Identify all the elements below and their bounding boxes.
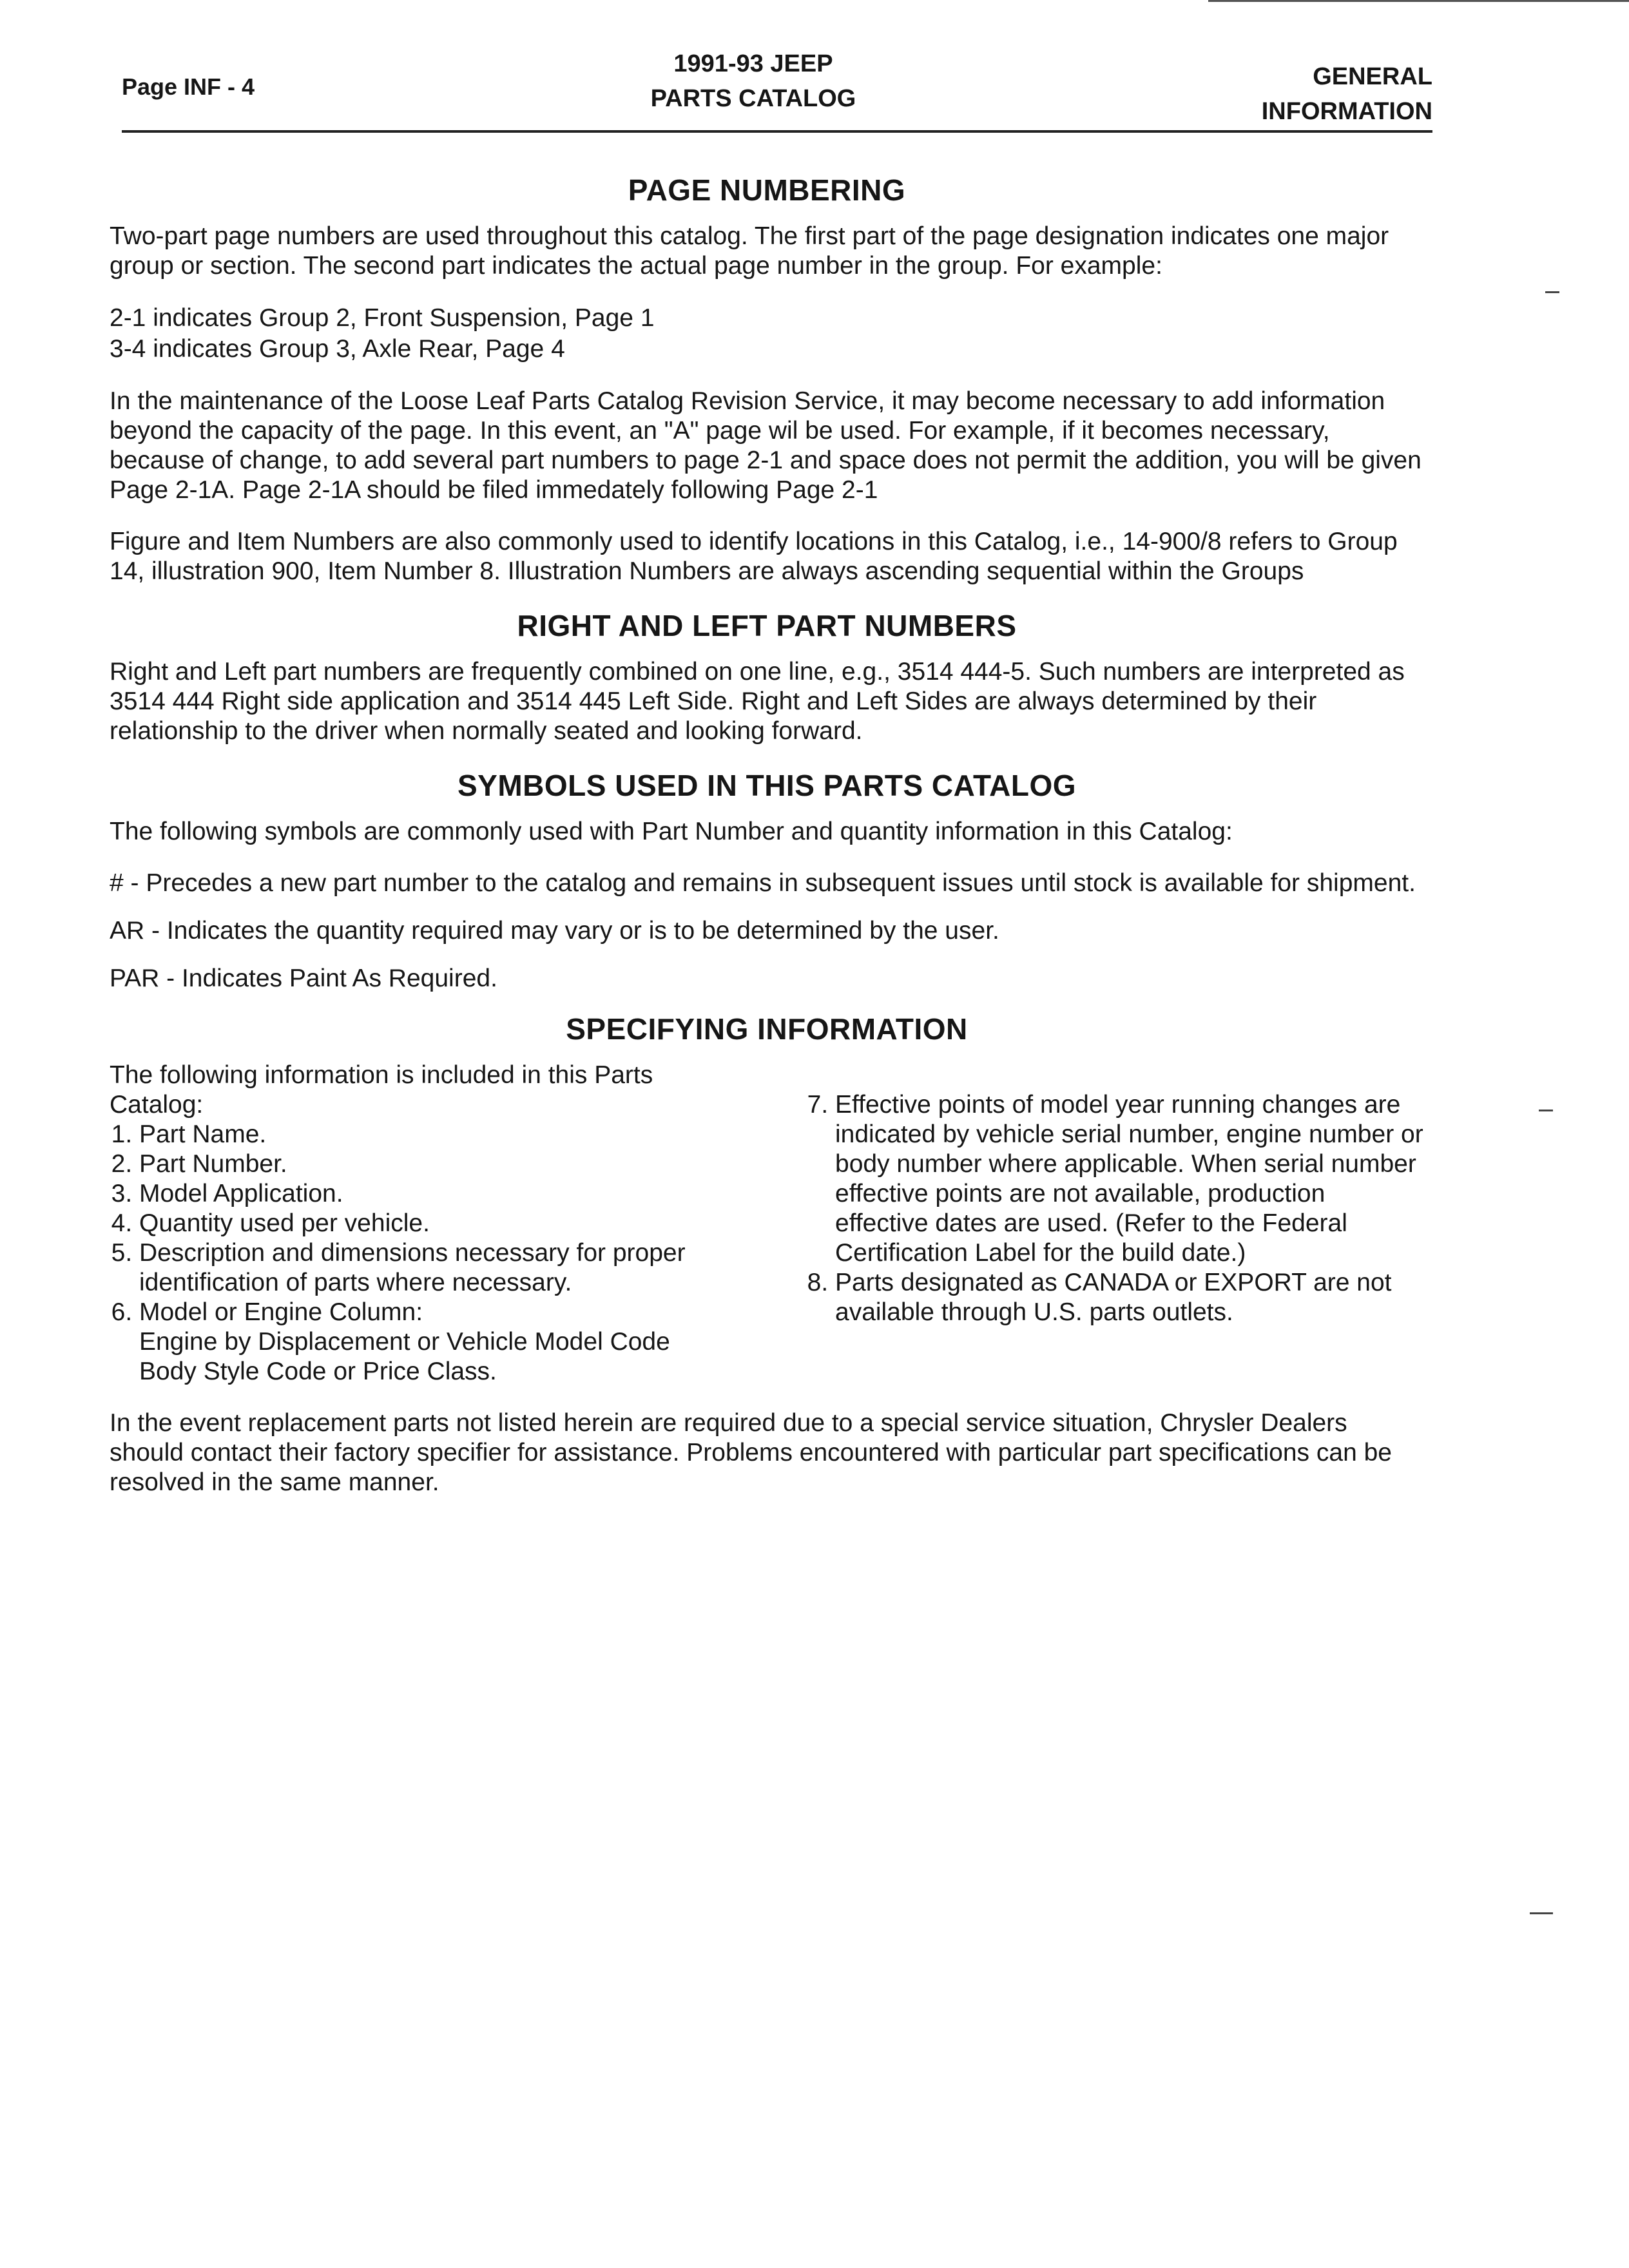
catalog-title-line1: 1991-93 JEEP <box>673 50 833 77</box>
page-body <box>110 161 1424 1519</box>
symbols-heading: SYMBOLS USED IN THIS PARTS CATALOG <box>457 769 1077 802</box>
specifying-heading: SPECIFYING INFORMATION <box>566 1012 968 1046</box>
top-edge-rule <box>1208 0 1629 2</box>
page-header <box>122 40 1432 137</box>
example-line: 2-1 indicates Group 2, Front Suspension, Page 1 <box>110 304 655 332</box>
right-left-heading: RIGHT AND LEFT PART NUMBERS <box>517 609 1017 642</box>
header-rule <box>122 130 1432 133</box>
list-item-title: Model or Engine Column: <box>139 1298 423 1326</box>
page-numbering-heading: PAGE NUMBERING <box>628 173 906 207</box>
example-line: 3-4 indicates Group 3, Axle Rear, Page 4 <box>110 335 565 363</box>
catalog-title-line2: PARTS CATALOG <box>650 85 856 112</box>
margin-mark <box>1539 1110 1553 1111</box>
symbol-par: PAR - Indicates Paint As Required. <box>110 965 497 992</box>
figure-numbers-paragraph: Figure and Item Numbers are also commonly used to identify locations in this Catalog, i.e., 14-900/8 refers to Group 14, illustration 900, Item Number 8. Illustration Numbers are always ascending sequential within the Groups <box>110 528 1398 585</box>
right-left-paragraph: Right and Left part numbers are frequently combined on one line, e.g., 3514 444-5. Such numbers are interpreted as 3514 444 Right side application and 3514 445 Left Side. Right and Left Sides are always determined by their relationship to the driver when normally seated and looking forward. <box>110 658 1405 745</box>
section-title-line1: GENERAL <box>1313 63 1432 90</box>
section-title <box>1262 59 1432 129</box>
page-numbering-intro: Two-part page numbers are used throughout this catalog. The first part of the page designation indicates one major group or section. The second part indicates the actual page number in the group. For example: <box>110 222 1389 280</box>
specifying-right-column <box>805 1061 1424 1387</box>
list-item <box>139 1298 728 1387</box>
closing-paragraph: In the event replacement parts not listed herein are required due to a special service situation, Chrysler Dealers should contact their factory specifier for assistance. Problems encountered with particular part specifications can be resolved in the same manner. <box>110 1409 1392 1496</box>
page-number-examples <box>110 303 1424 365</box>
list-item: 7. Effective points of model year running changes are indicated by vehicle serial number, engine number or body number where applicable. When serial number effective points are not available, production effective dates are used. (Refer to the Federal Certification Label for the build date.) <box>835 1090 1424 1268</box>
list-item-detail: Engine by Displacement or Vehicle Model Code Body Style Code or Price Class. <box>139 1328 670 1385</box>
symbols-intro: The following symbols are commonly used with Part Number and quantity information in this Catalog: <box>110 818 1233 845</box>
catalog-title <box>554 46 953 116</box>
list-item: 8. Parts designated as CANADA or EXPORT are not available through U.S. parts outlets. <box>835 1268 1424 1327</box>
page-label: Page INF - 4 <box>122 73 255 100</box>
list-item: 3. Model Application. <box>139 1179 728 1209</box>
specifying-intro: The following information is included in this Parts Catalog: <box>110 1061 653 1119</box>
list-item: 1. Part Name. <box>139 1120 728 1149</box>
revision-service-paragraph: In the maintenance of the Loose Leaf Parts Catalog Revision Service, it may become necessary to add information beyond the capacity of the page. In this event, an "A" page wil be used. For example, if it becomes necessary, because of change, to add several part numbers to page 2-1 and space does not permit the addition, you will be given Page 2-1A. Page 2-1A should be filed immedately following Page 2-1 <box>110 387 1422 504</box>
margin-mark <box>1530 1912 1553 1914</box>
symbol-ar: AR - Indicates the quantity required may vary or is to be determined by the user. <box>110 917 999 945</box>
list-item: 4. Quantity used per vehicle. <box>139 1209 728 1238</box>
list-item: 2. Part Number. <box>139 1149 728 1179</box>
list-item: 5. Description and dimensions necessary for proper identification of parts where necessary. <box>139 1238 728 1298</box>
symbol-hash: # - Precedes a new part number to the catalog and remains in subsequent issues until stock is available for shipment. <box>110 869 1416 897</box>
section-title-line2: INFORMATION <box>1261 98 1432 125</box>
margin-mark <box>1545 291 1559 293</box>
specifying-list <box>110 1061 1424 1387</box>
specifying-left-column <box>110 1061 728 1387</box>
